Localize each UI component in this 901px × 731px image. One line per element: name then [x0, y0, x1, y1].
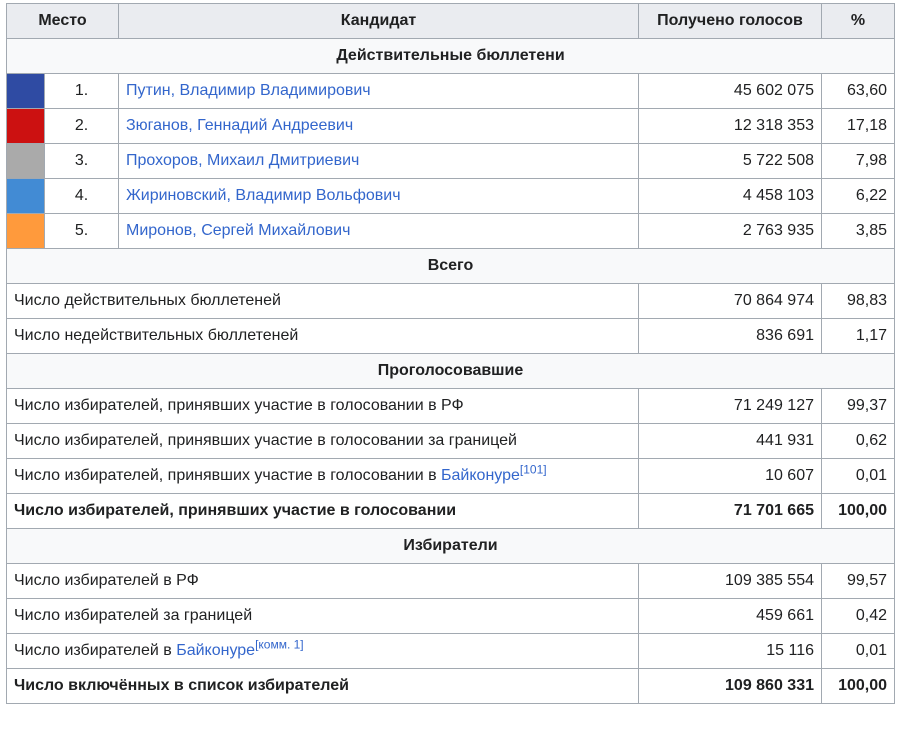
candidate-place: 5. [45, 214, 119, 249]
candidate-place: 3. [45, 144, 119, 179]
total-row [7, 284, 895, 319]
baikonur-link[interactable]: Байконуре [176, 642, 256, 659]
electors-baikonur-label-cell [7, 634, 639, 669]
electors-rf-votes: 109 385 554 [639, 564, 822, 599]
header-place: Место [7, 4, 119, 39]
electors-rf-label: Число избирателей в РФ [7, 564, 639, 599]
electors-total-percent: 100,00 [822, 669, 895, 704]
voted-abroad-row [7, 424, 895, 459]
candidate-votes: 4 458 103 [639, 179, 822, 214]
footnote-comment-link[interactable]: [комм. 1] [255, 637, 304, 652]
header-percent: % [822, 4, 895, 39]
candidate-name-cell [119, 214, 639, 249]
section-voted: Проголосовавшие [7, 354, 895, 389]
electors-rf-percent: 99,57 [822, 564, 895, 599]
electors-total-votes: 109 860 331 [639, 669, 822, 704]
header-candidate: Кандидат [119, 4, 639, 39]
voted-baikonur-percent: 0,01 [822, 459, 895, 494]
voted-abroad-percent: 0,62 [822, 424, 895, 459]
candidate-name-cell [119, 74, 639, 109]
voted-rf-label: Число избирателей, принявших участие в голосовании в РФ [7, 389, 639, 424]
electors-total-label: Число включённых в список избирателей [7, 669, 639, 704]
candidate-percent: 7,98 [822, 144, 895, 179]
candidate-percent: 6,22 [822, 179, 895, 214]
section-total-row [7, 249, 895, 284]
total-row [7, 319, 895, 354]
party-color-swatch [7, 109, 45, 144]
header-votes: Получено голосов [639, 4, 822, 39]
baikonur-link[interactable]: Байконуре [441, 467, 520, 484]
voted-baikonur-label: Число избирателей, принявших участие в голосовании в [14, 467, 442, 484]
total-votes: 836 691 [639, 319, 822, 354]
candidate-link[interactable]: Миронов, Сергей Михайлович [126, 222, 351, 239]
voted-total-label: Число избирателей, принявших участие в голосовании [7, 494, 639, 529]
total-percent: 1,17 [822, 319, 895, 354]
candidate-link[interactable]: Зюганов, Геннадий Андреевич [126, 117, 354, 134]
candidate-place: 2. [45, 109, 119, 144]
electors-abroad-percent: 0,42 [822, 599, 895, 634]
total-percent: 98,83 [822, 284, 895, 319]
candidate-row [7, 214, 895, 249]
candidate-votes: 45 602 075 [639, 74, 822, 109]
election-results-table [6, 3, 895, 704]
party-color-swatch [7, 144, 45, 179]
section-voted-row [7, 354, 895, 389]
voted-abroad-votes: 441 931 [639, 424, 822, 459]
voted-abroad-label: Число избирателей, принявших участие в голосовании за границей [7, 424, 639, 459]
section-total: Всего [7, 249, 895, 284]
electors-abroad-label: Число избирателей за границей [7, 599, 639, 634]
candidate-row [7, 74, 895, 109]
total-label: Число действительных бюллетеней [7, 284, 639, 319]
electors-total-row [7, 669, 895, 704]
voted-total-row [7, 494, 895, 529]
voted-rf-percent: 99,37 [822, 389, 895, 424]
candidate-row [7, 109, 895, 144]
section-electors: Избиратели [7, 529, 895, 564]
voted-rf-votes: 71 249 127 [639, 389, 822, 424]
electors-abroad-votes: 459 661 [639, 599, 822, 634]
footnote-ref-link[interactable]: [101] [519, 462, 547, 477]
candidate-name-cell [119, 144, 639, 179]
electors-baikonur-row [7, 634, 895, 669]
voted-rf-row [7, 389, 895, 424]
voted-baikonur-row [7, 459, 895, 494]
party-color-swatch [7, 179, 45, 214]
electors-baikonur-percent: 0,01 [822, 634, 895, 669]
candidate-row [7, 179, 895, 214]
party-color-swatch [7, 74, 45, 109]
candidate-link[interactable]: Путин, Владимир Владимирович [126, 82, 371, 99]
candidate-name-cell [119, 179, 639, 214]
electors-baikonur-votes: 15 116 [639, 634, 822, 669]
electors-baikonur-label: Число избирателей в [14, 642, 177, 659]
candidate-votes: 2 763 935 [639, 214, 822, 249]
candidate-place: 4. [45, 179, 119, 214]
header-row [7, 4, 895, 39]
electors-rf-row [7, 564, 895, 599]
party-color-swatch [7, 214, 45, 249]
section-electors-row [7, 529, 895, 564]
candidate-place: 1. [45, 74, 119, 109]
total-votes: 70 864 974 [639, 284, 822, 319]
candidate-row [7, 144, 895, 179]
candidate-link[interactable]: Прохоров, Михаил Дмитриевич [126, 152, 360, 169]
candidate-link[interactable]: Жириновский, Владимир Вольфович [126, 187, 401, 204]
voted-total-percent: 100,00 [822, 494, 895, 529]
total-label: Число недействительных бюллетеней [7, 319, 639, 354]
electors-abroad-row [7, 599, 895, 634]
candidate-votes: 5 722 508 [639, 144, 822, 179]
candidate-votes: 12 318 353 [639, 109, 822, 144]
candidate-percent: 17,18 [822, 109, 895, 144]
voted-total-votes: 71 701 665 [639, 494, 822, 529]
candidate-name-cell [119, 109, 639, 144]
voted-baikonur-label-cell [7, 459, 639, 494]
candidate-percent: 3,85 [822, 214, 895, 249]
section-valid-row [7, 39, 895, 74]
voted-baikonur-votes: 10 607 [639, 459, 822, 494]
section-valid: Действительные бюллетени [7, 39, 895, 74]
candidate-percent: 63,60 [822, 74, 895, 109]
